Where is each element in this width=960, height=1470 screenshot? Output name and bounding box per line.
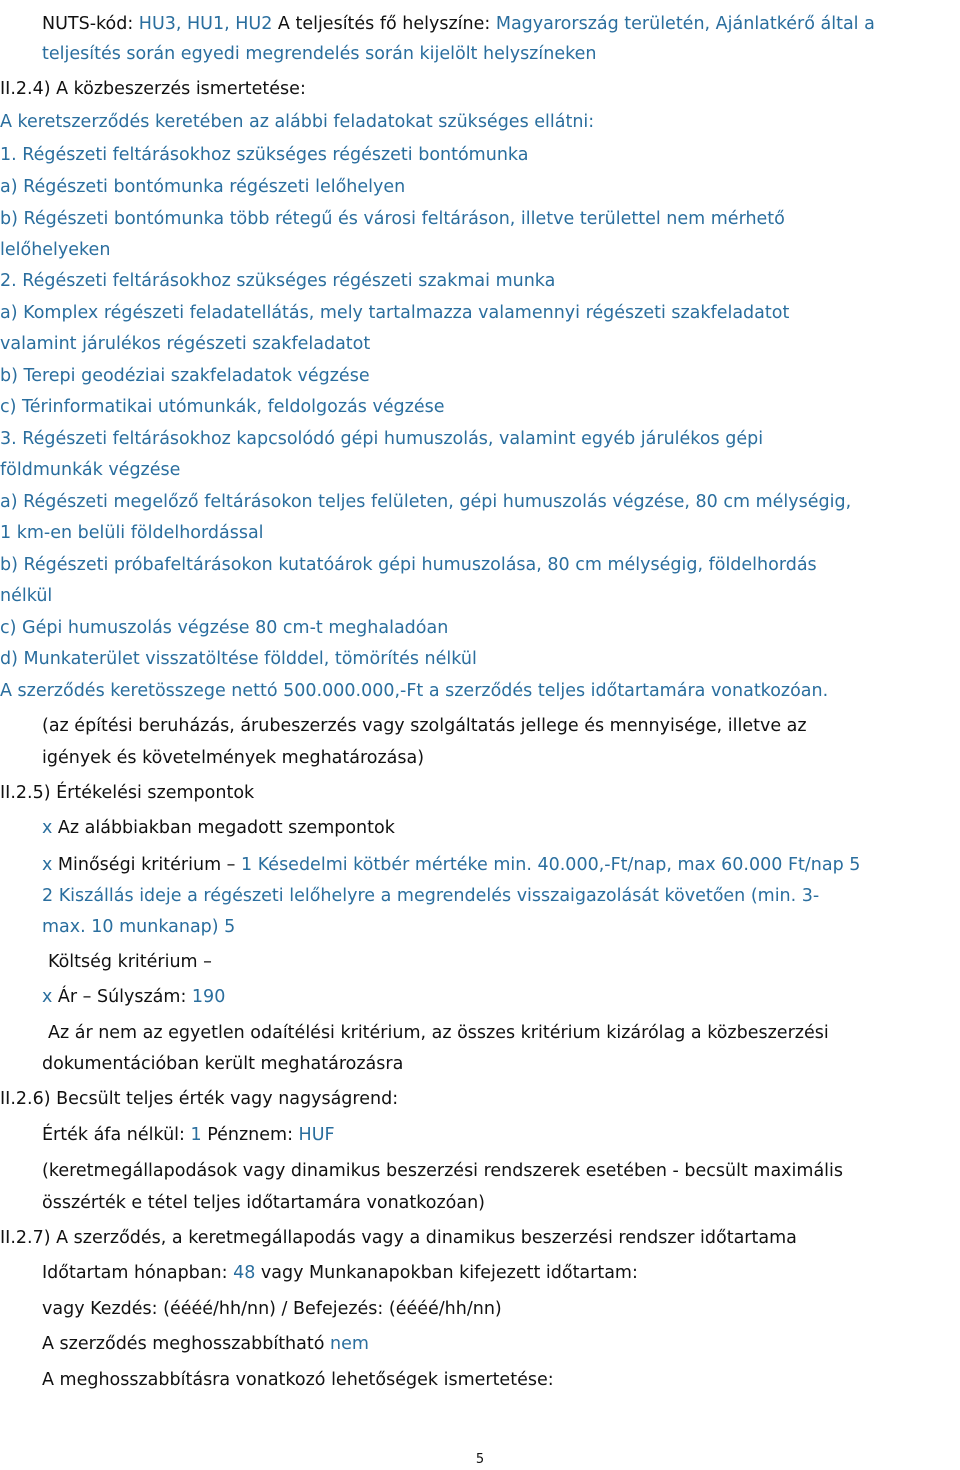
text-line [42,1052,403,1076]
text-line [0,364,370,388]
field-label: vagy Munkanapokban kifejezett időtartam: [255,1263,638,1283]
text-line [0,1087,398,1111]
text-line [42,1297,502,1321]
field-label: Ár – Súlyszám: [52,987,192,1007]
text-line [0,301,789,325]
field-label: Időtartam hónapban: [42,1263,234,1283]
field-value: HUF [298,1125,335,1145]
text-line [0,332,370,356]
text-line [42,12,875,36]
field-value: 1 [190,1125,202,1145]
field-value: a) Régészeti megelőző feltárásokon teljes felületen, gépi humuszolás végzése, 80 cm mélységig, [0,492,852,512]
page-number: 5 [475,1452,485,1467]
text-line [0,490,851,514]
field-label: Pénznem: [201,1125,299,1145]
text-line [0,521,264,545]
field-value: c) Térinformatikai utómunkák, feldolgozás végzése [0,397,445,417]
text-line [42,1332,369,1356]
field-value: lelőhelyeken [0,240,111,260]
field-label: II.2.5) Értékelési szempontok [0,783,255,803]
text-line [0,679,828,703]
text-line [0,238,110,262]
field-value: 2 Kiszállás ideje a régészeti lelőhelyre a megrendelés visszaigazolását követően (min. 3- [42,886,820,906]
text-line [0,616,448,640]
text-line [0,110,594,134]
text-line [0,175,405,199]
text-line [0,77,306,101]
field-value: 1 Késedelmi kötbér mértéke min. 40.000,-Ft/nap, max 60.000 Ft/nap 5 [241,855,861,875]
field-label: (az építési beruházás, árubeszerzés vagy szolgáltatás jellege és mennyisége, illetve az [42,716,807,736]
text-line [0,1226,797,1250]
field-value: nélkül [0,586,53,606]
text-line [0,207,785,231]
field-label: Költség kritérium – [48,952,212,972]
text-line [42,1159,843,1183]
field-label: dokumentációban került meghatározásra [42,1054,404,1074]
text-line [0,781,254,805]
text-line [48,950,212,974]
field-label: Az alábbiakban megadott szempontok [52,818,395,838]
field-value: c) Gépi humuszolás végzése 80 cm-t meghaladóan [0,618,449,638]
field-label: II.2.4) A közbeszerzés ismertetése: [0,79,306,99]
field-value: max. 10 munkanap) 5 [42,917,236,937]
text-line [0,395,445,419]
text-line [42,714,807,738]
text-line [42,853,860,877]
field-label: összérték e tétel teljes időtartamára vonatkozóan) [42,1193,486,1213]
text-line [0,647,477,671]
field-value: Magyarország területén, Ajánlatkérő által a [495,14,875,34]
field-value: x [42,818,53,838]
field-value: 190 [191,987,226,1007]
field-value: 1. Régészeti feltárásokhoz szükséges régészeti bontómunka [0,145,529,165]
field-value: x [42,855,53,875]
text-line [42,816,395,840]
field-value: 1 km-en belüli földelhordással [0,523,264,543]
text-line [0,143,528,167]
text-line [42,985,225,1009]
field-value: 48 [233,1263,256,1283]
field-label: Minőségi kritérium – [52,855,241,875]
field-value: teljesítés során egyedi megrendelés során kijelölt helyszíneken [42,44,597,64]
text-line [42,915,235,939]
field-value: nem [330,1334,369,1354]
field-label: Az ár nem az egyetlen odaítélési kritérium, az összes kritérium kizárólag a közbeszerzési [48,1023,829,1043]
field-label: vagy Kezdés: (éééé/hh/nn) / Befejezés: (éééé/hh/nn) [42,1299,502,1319]
text-line [42,1191,485,1215]
field-value: földmunkák végzése [0,460,181,480]
field-label: (keretmegállapodások vagy dinamikus beszerzési rendszerek esetében - becsült maximális [42,1161,844,1181]
field-label: A teljesítés fő helyszíne: [272,14,496,34]
text-line [42,42,596,66]
field-value: valamint járulékos régészeti szakfeladatot [0,334,371,354]
text-line [48,1021,829,1045]
text-line [0,269,555,293]
field-value: b) Terepi geodéziai szakfeladatok végzése [0,366,370,386]
field-label: igények és követelmények meghatározása) [42,748,425,768]
field-value: a) Komplex régészeti feladatellátás, mely tartalmazza valamennyi régészeti szakfeladatot [0,303,790,323]
text-line [42,1368,554,1392]
text-line [42,1261,638,1285]
text-line [0,458,180,482]
field-value: HU3, HU1, HU2 [138,14,273,34]
field-label: NUTS-kód: [42,14,139,34]
text-line [42,884,819,908]
field-value: a) Régészeti bontómunka régészeti lelőhelyen [0,177,406,197]
text-line [0,427,763,451]
field-value: 3. Régészeti feltárásokhoz kapcsolódó gépi humuszolás, valamint egyéb járulékos gépi [0,429,764,449]
field-value: A keretszerződés keretében az alábbi feladatokat szükséges ellátni: [0,112,595,132]
field-label: II.2.6) Becsült teljes érték vagy nagyságrend: [0,1089,399,1109]
field-value: d) Munkaterület visszatöltése földdel, tömörítés nélkül [0,649,477,669]
text-line [42,746,424,770]
field-label: II.2.7) A szerződés, a keretmegállapodás vagy a dinamikus beszerzési rendszer időtartama [0,1228,797,1248]
field-value: b) Régészeti bontómunka több rétegű és városi feltáráson, illetve területtel nem mérhető [0,209,785,229]
field-label: A szerződés meghosszabbítható [42,1334,330,1354]
field-label: Érték áfa nélkül: [42,1125,191,1145]
text-line [0,584,52,608]
field-value: x [42,987,53,1007]
field-value: 2. Régészeti feltárásokhoz szükséges régészeti szakmai munka [0,271,556,291]
text-line [0,553,817,577]
field-value: A szerződés keretösszege nettó 500.000.000,-Ft a szerződés teljes időtartamára vonatkozóan. [0,681,829,701]
field-label: A meghosszabbításra vonatkozó lehetőségek ismertetése: [42,1370,554,1390]
text-line [42,1123,335,1147]
field-value: b) Régészeti próbafeltárásokon kutatóárok gépi humuszolása, 80 cm mélységig, földelhordás [0,555,817,575]
